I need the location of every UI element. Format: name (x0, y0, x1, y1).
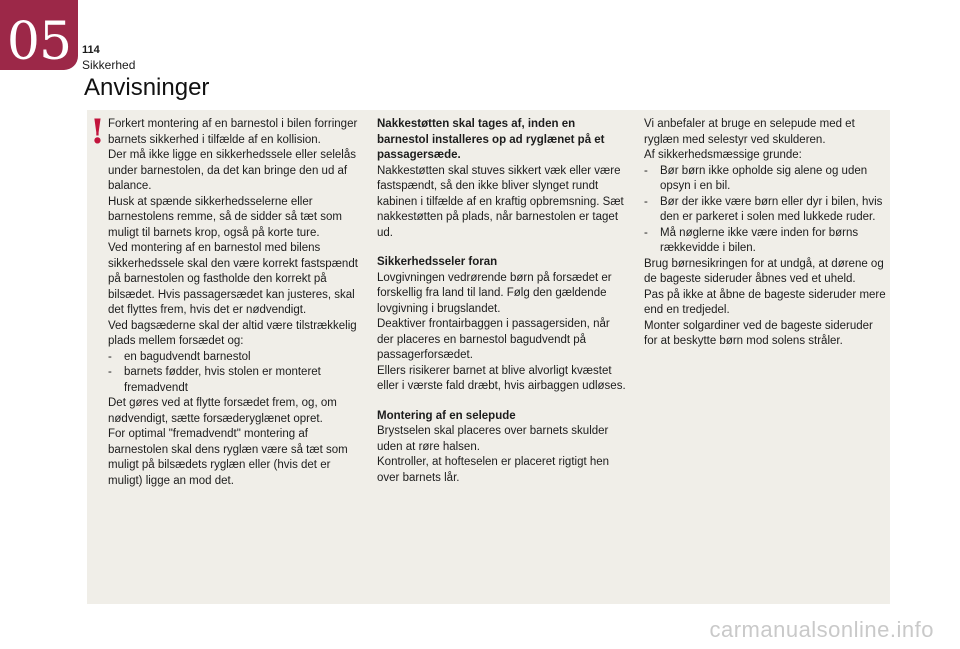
block-heading: Montering af en selepude (377, 409, 516, 422)
page-title: Anvisninger (84, 74, 210, 101)
list-item: - Bør børn ikke opholde sig alene og uden opsyn i en bil. (644, 164, 868, 192)
paragraph: Vi anbefaler at bruge en selepude med et ryglæn med selestyr ved skulderen. (644, 118, 855, 146)
bullet-dash: - (644, 226, 648, 239)
paragraph: Lovgivningen vedrørende børn på forsædet er forskellig fra land til land. Følg den gældende lovgivning i brugslandet. (377, 271, 612, 315)
chapter-tab (0, 0, 78, 70)
paragraph: Pas på ikke at åbne de bageste sideruder mere end en tredjedel. (644, 288, 886, 316)
page-number: 114 (82, 44, 100, 56)
chapter-number: 05 (6, 12, 72, 72)
paragraph: Ved montering af en barnestol med bilens sikkerhedssele skal den være korrekt fastspændt på barnestolen og fastholde den korrekt på bilsædet. Hvis passagersædet kan justeres, skal det flyttes frem, hvis det er nødvendigt. (108, 242, 358, 316)
paragraph: Af sikkerhedsmæssige grunde: (644, 149, 802, 161)
paragraph: Monter solgardiner ved de bageste sideruder for at beskytte børn mod solens stråler. (644, 319, 873, 347)
list-item: - en bagudvendt barnestol (108, 350, 358, 366)
paragraph: For optimal "fremadvendt" montering af barnestolen skal dens ryglæn være så tæt som muligt på bilsædets ryglæn eller (hvis det er muligt) ligge an mod det. (108, 428, 348, 487)
section-name: Sikkerhed (82, 58, 136, 72)
column-1 (108, 117, 358, 489)
bullet-dash: - (108, 350, 112, 363)
list-item: - Bør der ikke være børn eller dyr i bilen, hvis den er parkeret i solen med lukkede ruder. (644, 195, 883, 223)
paragraph: Nakkestøtten skal stuves sikkert væk eller være fastspændt, så den ikke bliver slynget rundt kabinen i tilfælde af en kraftig opbremsning. Sæt nakkestøtten på plads, når barnestolen er taget ud. (377, 164, 624, 239)
list-item: - Må nøglerne ikke være inden for børns rækkevidde i bilen. (644, 226, 859, 254)
block-heading: Nakkestøtten skal tages af, inden en barnestol installeres op ad ryglænet på et passagersæde. (377, 118, 605, 161)
watermark: carmanualsonline.info (709, 617, 934, 642)
paragraph: Ellers risikerer barnet at blive alvorligt kvæstet eller i værste fald dræbt, hvis airbaggen udløses. (377, 364, 626, 392)
paragraph: Deaktiver frontairbaggen i passagersiden, når der placeres en barnestol bagudvendt på passagerforsædet. (377, 318, 610, 361)
list-item: - barnets fødder, hvis stolen er monteret fremadvendt (108, 366, 321, 394)
column-2 (377, 117, 627, 486)
paragraph: Forkert montering af en barnestol i bilen forringer barnets sikkerhed i tilfælde af en kollision. (108, 118, 358, 146)
paragraph: Brystselen skal placeres over barnets skulder uden at røre halsen. (377, 425, 609, 453)
paragraph: Brug børnesikringen for at undgå, at dørene og de bageste sideruder åbnes ved et uheld. (644, 257, 884, 285)
block-heading: Sikkerhedsseler foran (377, 256, 498, 268)
bullet-dash: - (644, 195, 648, 208)
bullet-dash: - (644, 164, 648, 177)
paragraph: Der må ikke ligge en sikkerhedssele eller selelås under barnestolen, da det kan bringe den ud af balance. (108, 149, 357, 192)
paragraph: Kontroller, at hofteselen er placeret rigtigt hen over barnets lår. (377, 456, 610, 484)
column-3 (644, 117, 886, 350)
bullet-dash: - (108, 366, 112, 378)
warning-exclamation-icon: ! (90, 112, 105, 152)
paragraph: Husk at spænde sikkerhedsselerne eller barnestolens remme, så de sidder så tæt som muligt til barnets krop, også på korte ture. (108, 195, 342, 239)
paragraph: Det gøres ved at flytte forsædet frem, og, om nødvendigt, sætte forsæderyglænet opret. (108, 397, 337, 425)
paragraph: Ved bagsæderne skal der altid være tilstrækkelig plads mellem forsædet og: (108, 319, 357, 347)
